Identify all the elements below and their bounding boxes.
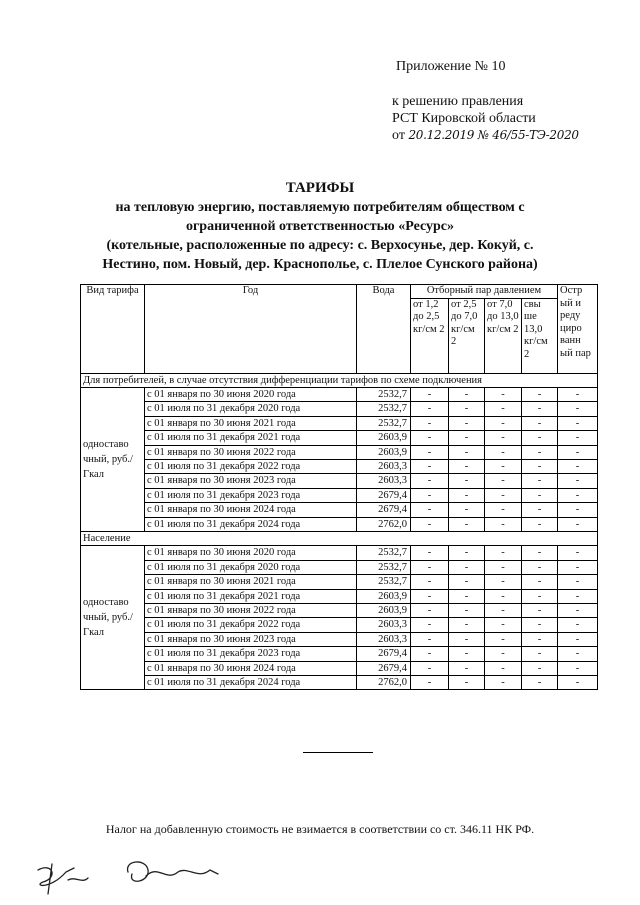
period-cell: с 01 января по 30 июня 2023 года [145,474,357,488]
empty-value-cell: - [449,387,485,401]
title-line-1: на тепловую энергию, поставляемую потребителям обществом с [115,200,525,215]
water-value-cell: 2532,7 [357,546,411,560]
empty-value-cell: - [558,517,598,531]
period-cell: с 01 июля по 31 декабря 2024 года [145,676,357,690]
vat-note: Налог на добавленную стоимость не взимается в соответствии со ст. 346.11 НК РФ. [105,822,535,836]
title-line-4: Нестино, пом. Новый, дер. Краснополье, с. Плелое Сунского района) [102,257,538,272]
empty-value-cell: - [411,387,449,401]
empty-value-cell: - [485,431,522,445]
table-row [81,560,598,574]
water-value-cell: 2603,9 [357,431,411,445]
empty-value-cell: - [411,632,449,646]
water-value-cell: 2679,4 [357,503,411,517]
empty-value-cell: - [485,488,522,502]
empty-value-cell: - [411,431,449,445]
empty-value-cell: - [522,431,558,445]
period-cell: с 01 июля по 31 декабря 2024 года [145,517,357,531]
period-cell: с 01 января по 30 июня 2023 года [145,632,357,646]
period-cell: с 01 июля по 31 декабря 2023 года [145,647,357,661]
table-row [81,459,598,473]
water-value-cell: 2603,3 [357,459,411,473]
empty-value-cell: - [411,618,449,632]
signature-2 [128,862,218,881]
period-cell: с 01 июля по 31 декабря 2020 года [145,560,357,574]
table-row [81,676,598,690]
header-water: Вода [357,285,411,374]
empty-value-cell: - [558,560,598,574]
period-cell: с 01 июля по 31 декабря 2023 года [145,488,357,502]
water-value-cell: 2603,9 [357,589,411,603]
empty-value-cell: - [558,387,598,401]
empty-value-cell: - [449,474,485,488]
signature-1 [38,864,88,894]
empty-value-cell: - [522,647,558,661]
title-line-2: ограниченной ответственностью «Ресурс» [185,219,455,234]
annex-title: Приложение № 10 [396,59,506,74]
water-value-cell: 2603,3 [357,474,411,488]
table-row [81,503,598,517]
water-value-cell: 2603,9 [357,445,411,459]
table-row [81,546,598,560]
period-cell: с 01 января по 30 июня 2024 года [145,503,357,517]
empty-value-cell: - [485,503,522,517]
empty-value-cell: - [485,604,522,618]
empty-value-cell: - [522,503,558,517]
annex-handwritten-number: 20.12.2019 № 46/55-ТЭ-2020 [408,128,579,142]
empty-value-cell: - [485,445,522,459]
water-value-cell: 2679,4 [357,661,411,675]
header-steam-3: от 7,0 до 13,0 кг/см 2 [485,298,522,373]
empty-value-cell: - [449,517,485,531]
empty-value-cell: - [411,402,449,416]
table-row [81,575,598,589]
empty-value-cell: - [411,474,449,488]
table-row [81,618,598,632]
section-general-row [81,373,598,387]
water-value-cell: 2532,7 [357,387,411,401]
water-value-cell: 2679,4 [357,488,411,502]
empty-value-cell: - [449,632,485,646]
general-tariff-type: одноставо чный, руб./Гкал [81,387,145,531]
empty-value-cell: - [485,647,522,661]
population-tariff-type: одноставо чный, руб./Гкал [81,546,145,690]
empty-value-cell: - [522,517,558,531]
header-steam: Отборный пар давлением [411,285,558,299]
empty-value-cell: - [522,488,558,502]
empty-value-cell: - [485,661,522,675]
table-row [81,589,598,603]
empty-value-cell: - [558,402,598,416]
empty-value-cell: - [522,632,558,646]
section-population-row [81,531,598,545]
empty-value-cell: - [558,459,598,473]
empty-value-cell: - [485,560,522,574]
empty-value-cell: - [522,402,558,416]
period-cell: с 01 января по 30 июня 2024 года [145,661,357,675]
header-row [81,285,598,299]
empty-value-cell: - [558,676,598,690]
empty-value-cell: - [522,459,558,473]
empty-value-cell: - [522,387,558,401]
water-value-cell: 2532,7 [357,416,411,430]
empty-value-cell: - [485,589,522,603]
empty-value-cell: - [522,474,558,488]
period-cell: с 01 января по 30 июня 2020 года [145,387,357,401]
empty-value-cell: - [558,546,598,560]
empty-value-cell: - [411,546,449,560]
header-steam-2: от 2,5 до 7,0 кг/см 2 [449,298,485,373]
water-value-cell: 2532,7 [357,575,411,589]
period-cell: с 01 января по 30 июня 2021 года [145,575,357,589]
empty-value-cell: - [522,676,558,690]
empty-value-cell: - [411,459,449,473]
period-cell: с 01 июля по 31 декабря 2022 года [145,618,357,632]
empty-value-cell: - [558,575,598,589]
title-line-3: (котельные, расположенные по адресу: с. Верхосунье, дер. Кокуй, с. [106,238,534,253]
empty-value-cell: - [485,387,522,401]
empty-value-cell: - [522,575,558,589]
empty-value-cell: - [558,618,598,632]
table-row [81,387,598,401]
period-cell: с 01 января по 30 июня 2021 года [145,416,357,430]
period-cell: с 01 июля по 31 декабря 2021 года [145,589,357,603]
empty-value-cell: - [411,575,449,589]
empty-value-cell: - [449,402,485,416]
empty-value-cell: - [485,416,522,430]
empty-value-cell: - [558,416,598,430]
water-value-cell: 2532,7 [357,402,411,416]
empty-value-cell: - [449,488,485,502]
empty-value-cell: - [449,647,485,661]
empty-value-cell: - [411,416,449,430]
tariff-table [80,284,598,690]
header-type: Вид тарифа [81,285,145,374]
empty-value-cell: - [411,661,449,675]
empty-value-cell: - [411,604,449,618]
empty-value-cell: - [558,604,598,618]
table-row [81,445,598,459]
empty-value-cell: - [522,661,558,675]
empty-value-cell: - [558,503,598,517]
empty-value-cell: - [411,560,449,574]
empty-value-cell: - [558,647,598,661]
empty-value-cell: - [558,661,598,675]
annex-line-2: РСТ Кировской области [392,111,536,126]
period-cell: с 01 января по 30 июня 2020 года [145,546,357,560]
empty-value-cell: - [522,546,558,560]
header-steam-1: от 1,2 до 2,5 кг/см 2 [411,298,449,373]
water-value-cell: 2603,3 [357,632,411,646]
empty-value-cell: - [411,676,449,690]
document-title: ТАРИФЫ [285,180,355,196]
empty-value-cell: - [449,575,485,589]
empty-value-cell: - [522,589,558,603]
water-value-cell: 2762,0 [357,676,411,690]
empty-value-cell: - [449,445,485,459]
empty-value-cell: - [485,546,522,560]
empty-value-cell: - [449,604,485,618]
water-value-cell: 2603,9 [357,604,411,618]
empty-value-cell: - [485,459,522,473]
empty-value-cell: - [522,604,558,618]
divider-line [303,752,373,753]
empty-value-cell: - [449,416,485,430]
empty-value-cell: - [522,445,558,459]
empty-value-cell: - [558,632,598,646]
empty-value-cell: - [449,589,485,603]
empty-value-cell: - [449,459,485,473]
empty-value-cell: - [522,416,558,430]
water-value-cell: 2532,7 [357,560,411,574]
table-row [81,517,598,531]
header-sharp-steam: Остр ый и реду циро ванн ый пар [558,285,598,374]
table-row [81,604,598,618]
section-general-label: Для потребителей, в случае отсутствия дифференциации тарифов по схеме подключения [81,373,598,387]
table-row [81,661,598,675]
empty-value-cell: - [485,575,522,589]
annex-date-line [392,127,579,144]
table-row [81,402,598,416]
empty-value-cell: - [485,402,522,416]
empty-value-cell: - [558,488,598,502]
empty-value-cell: - [449,560,485,574]
empty-value-cell: - [449,431,485,445]
empty-value-cell: - [449,546,485,560]
empty-value-cell: - [411,503,449,517]
section-population-label: Население [81,531,598,545]
empty-value-cell: - [411,589,449,603]
empty-value-cell: - [411,517,449,531]
water-value-cell: 2679,4 [357,647,411,661]
period-cell: с 01 июля по 31 декабря 2021 года [145,431,357,445]
empty-value-cell: - [449,503,485,517]
empty-value-cell: - [522,560,558,574]
water-value-cell: 2762,0 [357,517,411,531]
empty-value-cell: - [485,632,522,646]
empty-value-cell: - [485,517,522,531]
empty-value-cell: - [411,445,449,459]
empty-value-cell: - [558,445,598,459]
table-row [81,474,598,488]
annex-line-1: к решению правления [392,94,524,109]
period-cell: с 01 января по 30 июня 2022 года [145,604,357,618]
water-value-cell: 2603,3 [357,618,411,632]
table-row [81,632,598,646]
annex-date-prefix: от [392,128,405,143]
empty-value-cell: - [522,618,558,632]
empty-value-cell: - [485,618,522,632]
empty-value-cell: - [558,474,598,488]
empty-value-cell: - [449,676,485,690]
period-cell: с 01 июля по 31 декабря 2022 года [145,459,357,473]
empty-value-cell: - [449,618,485,632]
header-steam-4: свы ше 13,0 кг/см 2 [522,298,558,373]
period-cell: с 01 июля по 31 декабря 2020 года [145,402,357,416]
table-row [81,647,598,661]
table-row [81,431,598,445]
empty-value-cell: - [558,431,598,445]
table-row [81,416,598,430]
empty-value-cell: - [449,661,485,675]
empty-value-cell: - [411,488,449,502]
table-row [81,488,598,502]
empty-value-cell: - [485,676,522,690]
signature-marks [28,850,238,900]
empty-value-cell: - [485,474,522,488]
empty-value-cell: - [411,647,449,661]
period-cell: с 01 января по 30 июня 2022 года [145,445,357,459]
header-year: Год [145,285,357,374]
empty-value-cell: - [558,589,598,603]
